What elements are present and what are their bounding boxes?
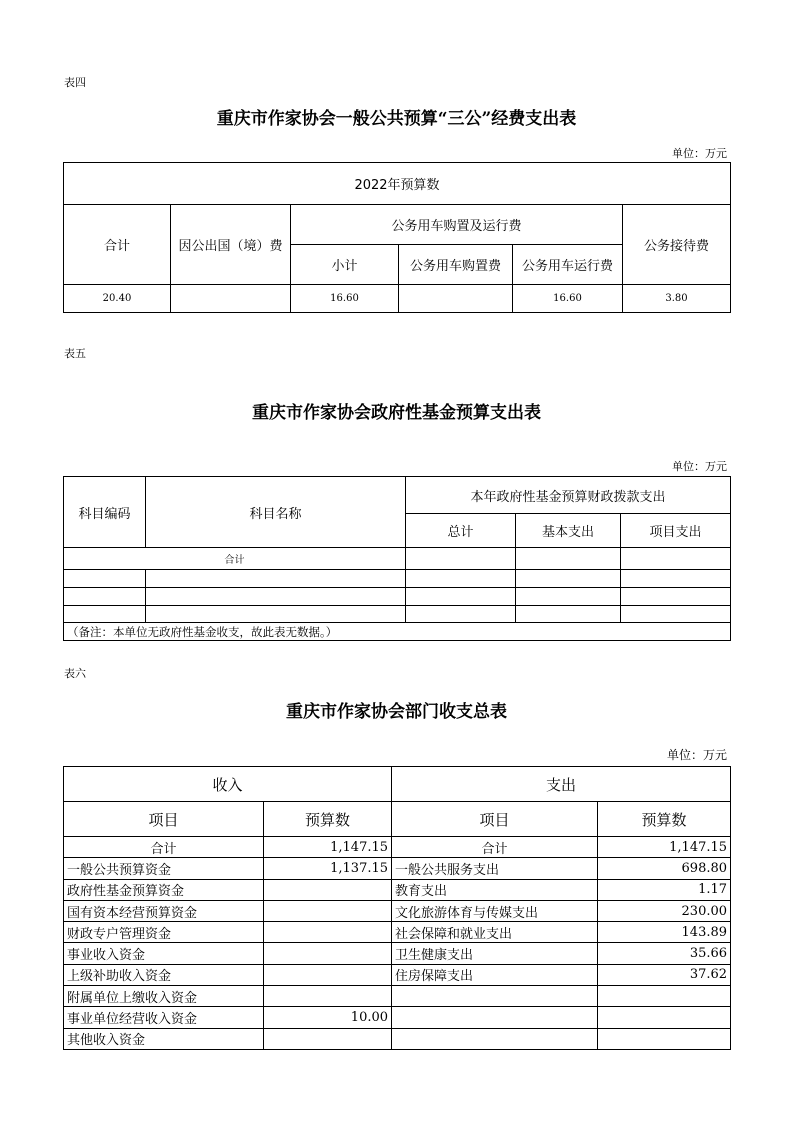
income-item: 其他收入资金 (64, 1028, 264, 1049)
table4-col-reception: 公务接待费 (623, 205, 731, 285)
table4 (63, 162, 731, 313)
table-row (64, 964, 731, 985)
table-row (64, 922, 731, 943)
table5-title: 重庆市作家协会政府性基金预算支出表 (252, 403, 541, 423)
table4-val-reception: 3.80 (623, 285, 731, 313)
table5 (63, 476, 731, 641)
table-row (64, 943, 731, 964)
table5-col-basic: 基本支出 (516, 514, 621, 548)
expense-item: 合计 (392, 837, 598, 858)
expense-item: 文化旅游体育与传媒支出 (392, 900, 598, 921)
table4-title: 重庆市作家协会一般公共预算“三公”经费支出表 (216, 109, 577, 129)
table4-col-vehicle-purchase: 公务用车购置费 (399, 245, 513, 285)
table-row (64, 1007, 731, 1028)
expense-value: 143.89 (598, 922, 731, 943)
table4-val-total: 20.40 (64, 285, 171, 313)
table4-year-header: 2022年预算数 (64, 163, 731, 205)
expense-value: 698.80 (598, 858, 731, 879)
expense-item: 住房保障支出 (392, 964, 598, 985)
table-row (64, 1028, 731, 1049)
income-item: 财政专户管理资金 (64, 922, 264, 943)
table6-title: 重庆市作家协会部门收支总表 (286, 702, 507, 722)
table6-label: 表六 (64, 667, 86, 680)
income-value (264, 879, 392, 900)
table-row (64, 837, 731, 858)
expense-value: 230.00 (598, 900, 731, 921)
table-row (64, 900, 731, 921)
expense-item: 教育支出 (392, 879, 598, 900)
table5-col-name: 科目名称 (146, 477, 406, 548)
expense-col-budget: 预算数 (598, 802, 731, 837)
table5-cell (406, 548, 516, 570)
table5-cell (621, 588, 731, 606)
expense-value: 35.66 (598, 943, 731, 964)
table4-col-total: 合计 (64, 205, 171, 285)
expense-value: 1.17 (598, 879, 731, 900)
table-row (64, 879, 731, 900)
expense-value (598, 986, 731, 1007)
income-item: 上级补助收入资金 (64, 964, 264, 985)
expense-value (598, 1007, 731, 1028)
income-header: 收入 (64, 767, 392, 802)
income-item: 政府性基金预算资金 (64, 879, 264, 900)
income-value: 1,137.15 (264, 858, 392, 879)
income-item: 事业收入资金 (64, 943, 264, 964)
expense-value (598, 1028, 731, 1049)
expense-item: 一般公共服务支出 (392, 858, 598, 879)
income-col-item: 项目 (64, 802, 264, 837)
table6 (63, 766, 731, 1050)
table4-col-vehicle-operation: 公务用车运行费 (513, 245, 623, 285)
income-value (264, 986, 392, 1007)
table5-cell (621, 570, 731, 588)
income-value (264, 1028, 392, 1049)
table5-col-code: 科目编码 (64, 477, 146, 548)
expense-item: 卫生健康支出 (392, 943, 598, 964)
table4-unit: 单位：万元 (672, 147, 727, 160)
income-item: 事业单位经营收入资金 (64, 1007, 264, 1028)
table-row (64, 986, 731, 1007)
income-col-budget: 预算数 (264, 802, 392, 837)
table4-val-operation: 16.60 (513, 285, 623, 313)
income-item: 一般公共预算资金 (64, 858, 264, 879)
table4-val-subtotal: 16.60 (291, 285, 399, 313)
table5-cell (406, 606, 516, 623)
table5-cell (146, 606, 406, 623)
expense-item (392, 1007, 598, 1028)
table5-cell (621, 606, 731, 623)
income-value (264, 900, 392, 921)
table5-label: 表五 (64, 347, 86, 360)
income-value (264, 943, 392, 964)
income-value (264, 964, 392, 985)
table5-unit: 单位：万元 (672, 460, 727, 473)
table5-cell (516, 570, 621, 588)
table4-label: 表四 (64, 76, 86, 89)
table4-val-abroad (171, 285, 291, 313)
table5-cell (406, 570, 516, 588)
table4-col-subtotal: 小计 (291, 245, 399, 285)
income-value (264, 922, 392, 943)
expense-item (392, 1028, 598, 1049)
income-value: 10.00 (264, 1007, 392, 1028)
table5-cell (406, 588, 516, 606)
income-item: 合计 (64, 837, 264, 858)
income-value: 1,147.15 (264, 837, 392, 858)
expense-col-item: 项目 (392, 802, 598, 837)
table5-note: （备注：本单位无政府性基金收支，故此表无数据。） (64, 623, 731, 641)
table5-col-group: 本年政府性基金预算财政拨款支出 (406, 477, 731, 514)
table5-cell (64, 588, 146, 606)
table5-cell (516, 588, 621, 606)
table4-val-purchase (399, 285, 513, 313)
table5-col-total: 总计 (406, 514, 516, 548)
table5-cell (516, 548, 621, 570)
table-row (64, 858, 731, 879)
table6-unit: 单位：万元 (666, 748, 727, 762)
table5-cell (64, 606, 146, 623)
expense-item (392, 986, 598, 1007)
expense-item: 社会保障和就业支出 (392, 922, 598, 943)
table4-col-vehicle-group: 公务用车购置及运行费 (291, 205, 623, 245)
table5-cell (621, 548, 731, 570)
table5-cell (146, 588, 406, 606)
table5-col-project: 项目支出 (621, 514, 731, 548)
income-item: 国有资本经营预算资金 (64, 900, 264, 921)
expense-value: 37.62 (598, 964, 731, 985)
table5-total-row-label: 合计 (64, 548, 406, 570)
expense-header: 支出 (392, 767, 731, 802)
table5-cell (516, 606, 621, 623)
expense-value: 1,147.15 (598, 837, 731, 858)
income-item: 附属单位上缴收入资金 (64, 986, 264, 1007)
table5-cell (64, 570, 146, 588)
table5-cell (146, 570, 406, 588)
table4-col-abroad: 因公出国（境）费 (171, 205, 291, 285)
